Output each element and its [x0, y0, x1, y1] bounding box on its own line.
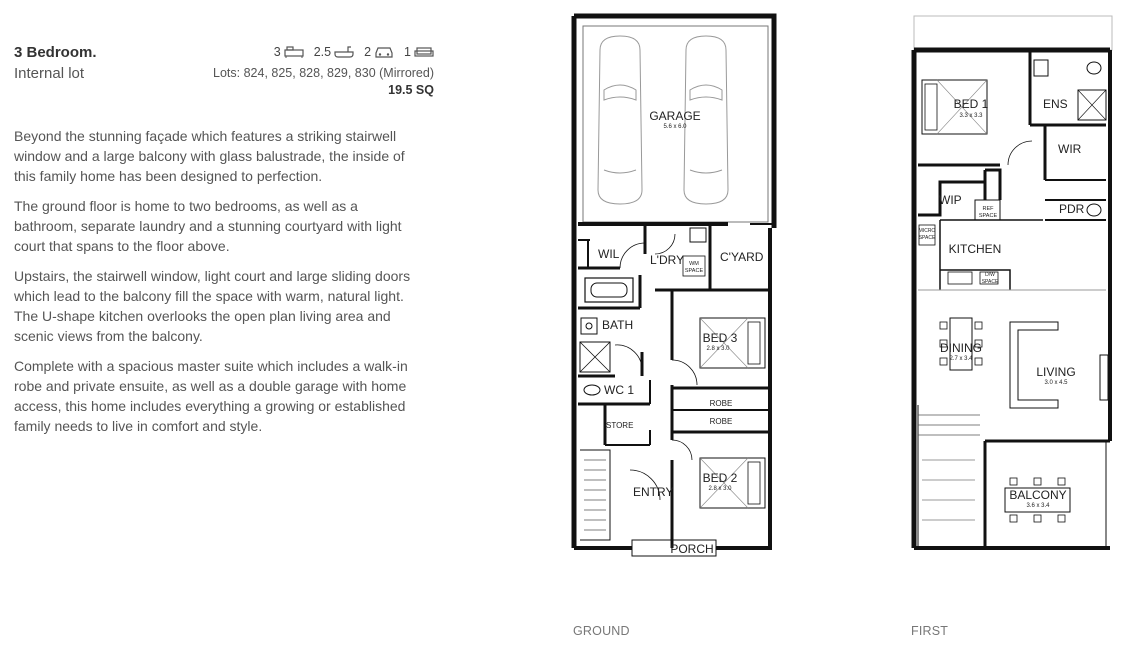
dining-label: DINING	[940, 341, 982, 355]
laundry-label: L'DRY	[650, 253, 685, 267]
dw-space-sub-label: SPACE	[981, 279, 999, 285]
living-count: 1	[404, 45, 411, 59]
robe-label: ROBE	[709, 417, 733, 426]
entry-label: ENTRY	[633, 485, 674, 499]
description	[14, 126, 424, 436]
home-size: 19.5 SQ	[388, 83, 434, 97]
garage-dimensions: 5.6 x 6.0	[663, 124, 687, 130]
lot-numbers: Lots: 824, 825, 828, 829, 830 (Mirrored)	[213, 66, 434, 80]
bed3-label: BED 3	[702, 331, 738, 345]
bath-icon	[334, 45, 354, 59]
wir-label: WIR	[1058, 142, 1082, 156]
home-stats	[213, 44, 434, 97]
bed1-dimensions: 3.3 x 3.3	[959, 113, 983, 119]
bed2-label: BED 2	[702, 471, 738, 485]
bath-label: BATH	[602, 318, 634, 332]
description-paragraph: Complete with a spacious master suite which includes a walk-in robe and private ensuite, as well as a double garage with home access, this home includes everything a growing or established family needs to live in comfort and style.	[14, 358, 408, 434]
car-icon	[374, 45, 394, 59]
lot-type: Internal lot	[14, 65, 85, 82]
pdr-label: PDR	[1059, 202, 1085, 216]
info-panel	[14, 44, 434, 446]
bed2-dimensions: 2.8 x 3.0	[708, 486, 732, 492]
description-paragraph: Upstairs, the stairwell window, light court and large sliding doors which lead to the balcony fill the space with warm, natural light. The U-shape kitchen overlooks the open plan living area and scenic views from the balcony.	[14, 268, 411, 344]
description-paragraph: The ground floor is home to two bedrooms, as well as a bathroom, separate laundry and a stunning courtyard with light court that spans to the floor above.	[14, 198, 402, 254]
car-count: 2	[364, 45, 372, 59]
robe-label: ROBE	[709, 399, 733, 408]
ref-space-sub-label: SPACE	[978, 213, 998, 219]
ensuite-label: ENS	[1043, 97, 1068, 111]
wc-label: WC 1	[604, 383, 634, 397]
ground-floor-plan	[560, 10, 790, 560]
wm-space-label: WM	[689, 261, 699, 267]
garage-label: GARAGE	[649, 109, 701, 123]
courtyard-label: C'YARD	[720, 250, 764, 264]
micro-space-label: MICRO	[918, 228, 936, 234]
first-floor-label: FIRST	[911, 624, 949, 638]
wip-label: WIP	[939, 193, 962, 207]
living-label: LIVING	[1036, 365, 1076, 379]
bathroom-count: 2.5	[313, 45, 332, 59]
bed-icon	[284, 45, 304, 59]
kitchen-label: KITCHEN	[948, 242, 1002, 256]
micro-space-sub-label: SPACE	[918, 235, 936, 241]
balcony-label: BALCONY	[1009, 488, 1067, 502]
home-title: 3 Bedroom.	[14, 44, 97, 61]
bathroom-stat	[314, 45, 354, 59]
living-stat	[404, 45, 434, 59]
ground-floor-label: GROUND	[573, 624, 630, 638]
first-floor-plan	[905, 10, 1120, 560]
wil-label: WIL	[598, 247, 620, 261]
store-label: STORE	[606, 421, 634, 430]
balcony-dimensions: 3.6 x 3.4	[1026, 503, 1050, 509]
bed1-label: BED 1	[953, 97, 989, 111]
bed3-dimensions: 2.8 x 3.0	[706, 346, 730, 352]
ref-space-label: REF	[982, 206, 994, 212]
porch-label: PORCH	[670, 542, 714, 556]
wm-space-sub-label: SPACE	[684, 268, 704, 274]
dw-space-label: D/W	[985, 272, 995, 278]
bedroom-stat	[274, 45, 304, 59]
living-dimensions: 3.0 x 4.5	[1044, 380, 1068, 386]
car-stat	[364, 45, 394, 59]
sofa-icon	[414, 45, 434, 59]
dining-dimensions: 2.7 x 3.4	[949, 356, 973, 362]
description-paragraph: Beyond the stunning façade which features a striking stairwell window and a large balcony with glass balustrade, the inside of this family home has been designed to perfection.	[14, 128, 405, 184]
bedroom-count: 3	[273, 45, 281, 59]
